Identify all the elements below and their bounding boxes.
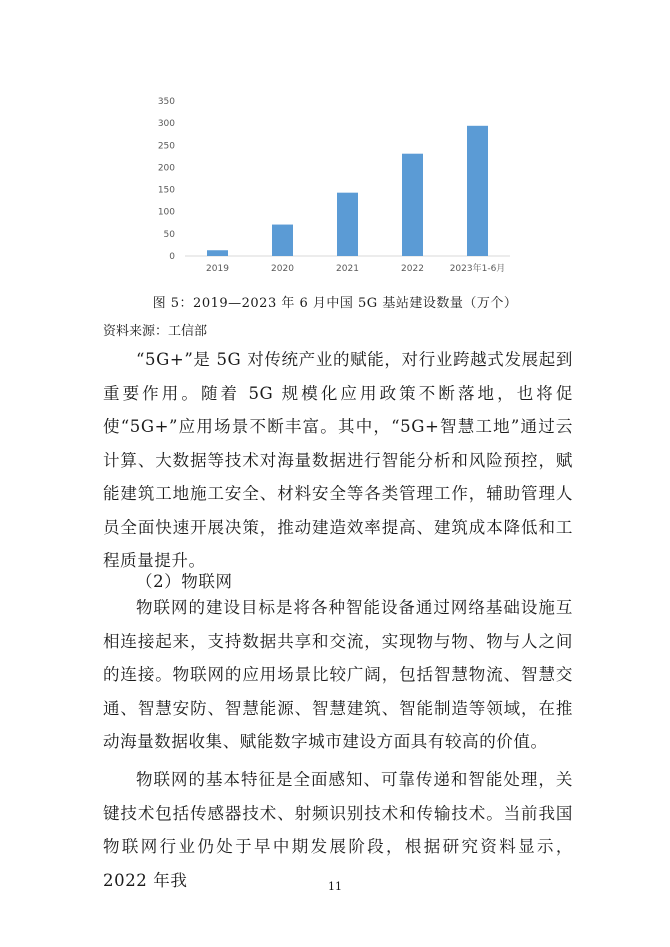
paragraph-5g-plus: “5G+”是 5G 对传统产业的赋能，对行业跨越式发展起到重要作用。随着 5G 规模化应用政策不断落地，也将促使“5G+”应用场景不断丰富。其中，“5G+智慧工地”通过云计算、大数据等技术对海量数据进行智能分析和风险预控，赋能建筑工地施工安全、材料安全等各类管理工作，辅助管理人员全面快速开展决策，推动建造效率提高、建筑成本降低和工程质量提升。 (103, 350, 573, 570)
y-tick-label: 250 (157, 141, 175, 152)
y-tick-label: 300 (157, 119, 175, 130)
y-tick-label: 200 (157, 163, 175, 174)
bar (207, 250, 228, 256)
source-note: 资料来源：工信部 (103, 324, 208, 339)
paragraph-iot-features: 物联网的基本特征是全面感知、可靠传递和智能处理，关键技术包括传感器技术、射频识别技术和传输技术。当前我国物联网行业仍处于早中期发展阶段，根据研究资料显示，2022 年我 (103, 770, 573, 890)
paragraph-iot-goals: 物联网的建设目标是将各种智能设备通过网络基础设施互相连接起来，支持数据共享和交流，实现物与物、物与人之间的连接。物联网的应用场景比较广阔，包括智慧物流、智慧交通、智慧安防、智慧能源、智慧建筑、智能制造等领域，在推动海量数据收集、赋能数字城市建设方面具有较高的价值。 (103, 598, 573, 751)
x-tick-label: 2019 (206, 264, 229, 274)
x-tick-label: 2022 (401, 264, 424, 274)
y-tick-label: 150 (157, 185, 175, 196)
page-number: 11 (328, 880, 342, 893)
figure-caption: 图 5：2019—2023 年 6 月中国 5G 基站建设数量（万个） (152, 296, 518, 311)
x-tick-label: 2021 (336, 264, 359, 274)
y-tick-label: 0 (169, 252, 175, 262)
bar (467, 126, 488, 256)
bar-chart (0, 0, 670, 290)
bar (337, 193, 358, 256)
y-tick-label: 100 (157, 207, 175, 218)
x-tick-label: 2023年1-6月 (449, 264, 506, 274)
bar (272, 225, 293, 256)
section-heading-iot: （2）物联网 (136, 572, 233, 591)
x-tick-label: 2020 (271, 264, 294, 274)
y-tick-label: 50 (163, 229, 175, 240)
y-tick-label: 350 (157, 97, 175, 107)
bar (402, 154, 423, 256)
